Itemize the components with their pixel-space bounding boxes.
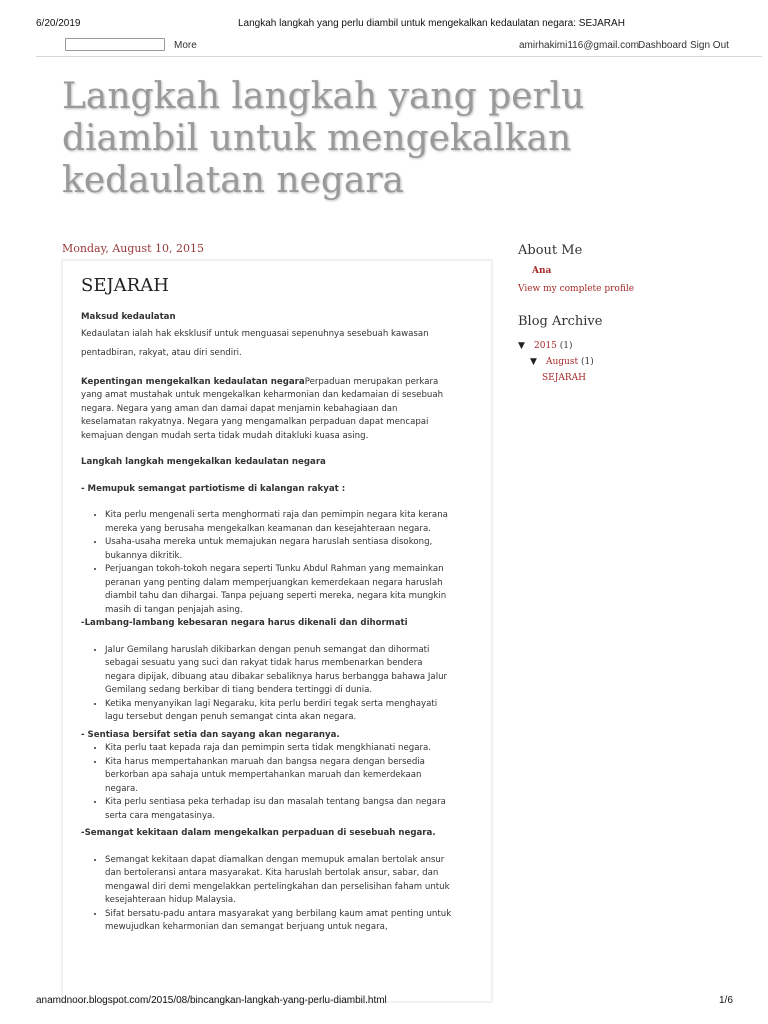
blog-archive-heading: Blog Archive <box>518 314 603 329</box>
archive-month-row <box>518 357 738 373</box>
post-title: SEJARAH <box>81 275 169 296</box>
section3-list <box>81 742 453 823</box>
blog-title[interactable]: Langkah langkah yang perlu diambil untuk mengekalkan kedaulatan negara <box>62 76 585 201</box>
section1-heading: - Memupuk semangat partiotisme di kalangan rakyat : <box>81 483 346 494</box>
author-name-link[interactable]: Ana <box>532 266 552 276</box>
print-page-title: Langkah langkah yang perlu diambil untuk mengekalkan kedaulatan negara: SEJARAH <box>238 18 625 29</box>
archive-month-count: (1) <box>580 357 594 367</box>
print-date: 6/20/2019 <box>36 18 81 29</box>
kepentingan-heading: Kepentingan mengekalkan kedaulatan negara <box>81 376 305 387</box>
section2-heading: -Lambang-lambang kebesaran negara harus dikenali dan dihormati <box>81 618 408 628</box>
maksud-heading: Maksud kedaulatan <box>81 312 176 322</box>
navbar-user-email: amirhakimi116@gmail.com <box>519 40 639 51</box>
print-url: anamdnoor.blogspot.com/2015/08/bincangkan-langkah-yang-perlu-diambil.html <box>36 995 387 1006</box>
langkah-heading: Langkah langkah mengekalkan kedaulatan negara <box>81 457 326 467</box>
maksud-text: Kedaulatan ialah hak eksklusif untuk menguasai sepenuhnya sesebuah kawasan pentadbiran, rakyat, atau diri sendiri. <box>81 328 429 358</box>
post-date: Monday, August 10, 2015 <box>62 242 205 255</box>
list-item: • Kita perlu taat kepada raja dan pemimpin serta tidak mengkhianati negara. <box>105 742 453 756</box>
triangle-down-icon[interactable]: ▼ <box>518 341 525 351</box>
list-item: • Kita perlu mengenali serta menghormati raja dan pemimpin negara kita kerana mereka yang berusaha mengekalkan keamanan dan kesejahteraan negara. <box>105 509 453 536</box>
section2-list <box>81 644 453 725</box>
print-page-number: 1/6 <box>719 995 733 1006</box>
blog-archive <box>518 341 738 389</box>
sidebar <box>518 243 738 389</box>
triangle-down-icon[interactable]: ▼ <box>530 357 537 367</box>
list-item: • Kita perlu sentiasa peka terhadap isu dan masalah tentang bangsa dan negara serta cara mengatasinya. <box>105 796 453 823</box>
navbar-dashboard-link[interactable]: Dashboard <box>638 40 687 51</box>
list-item: • Jalur Gemilang haruslah dikibarkan dengan penuh semangat dan dihormati sebagai sesuatu yang suci dan rakyat tidak harus membenarkan bendera negara dipijak, dibuang atau dibakar sebaliknya harus berbangga bahawa Jalur Gemilang sedang berkibar di tiang bendera tertinggi di dunia. <box>105 644 453 698</box>
kepentingan-text: Perpaduan merupakan perkara yang amat mustahak untuk mengekalkan keharmonian dan kedamaian di sesebuah negara. Negara yang aman dan damai dapat menjamin kebahagiaan dan keselamatan rakyatnya. Negara yang mengamalkan perpaduan dapat mencapai kemajuan dengan mudah serta tidak mudah ditakluki kuasa asing. <box>81 376 444 441</box>
archive-post-link[interactable]: SEJARAH <box>542 373 586 383</box>
list-item: • Perjuangan tokoh-tokoh negara seperti Tunku Abdul Rahman yang memainkan peranan yang penting dalam memperjuangkan kemerdekaan negara haruslah diambil tahu dan dihargai. Tanpa pejuang seperti mereka, negara kita mungkin masih di tangan penjajah asing. <box>105 563 453 617</box>
list-item: • Kita harus mempertahankan maruah dan bangsa negara dengan bersedia berkorban apa sahaja untuk mempertahankan maruah dan kemerdekaan negara. <box>105 756 453 797</box>
section4-heading: -Semangat kekitaan dalam mengekalkan perpaduan di sesebuah negara. <box>81 828 436 838</box>
section1-list <box>81 509 453 617</box>
archive-post-row <box>518 373 738 389</box>
navbar-more-link[interactable]: More <box>174 40 197 51</box>
archive-year-link[interactable]: 2015 <box>534 341 557 351</box>
navbar-search-input[interactable] <box>65 38 165 51</box>
list-item: • Ketika menyanyikan lagi Negaraku, kita perlu berdiri tegak serta menghayati lagu tersebut dengan penuh semangat cinta akan negara. <box>105 698 453 725</box>
navbar-signout-link[interactable]: Sign Out <box>690 40 729 51</box>
kepentingan-paragraph <box>81 376 453 444</box>
section4-list <box>81 854 453 935</box>
list-item: • Sifat bersatu-padu antara masyarakat yang berbilang kaum amat penting untuk mewujudkan keharmonian dan semangat berjuang untuk negara, <box>105 908 453 935</box>
post-card <box>62 260 492 1002</box>
list-item: • Semangat kekitaan dapat diamalkan dengan memupuk amalan bertolak ansur dan bertoleransi antara masyarakat. Kita haruslah bertolak ansur, sabar, dan mengawal diri demi mengelakkan pertelingkahan dan perselisihan faham untuk kesejahteraan hidup Malaysia. <box>105 854 453 908</box>
view-profile-link[interactable]: View my complete profile <box>518 284 635 294</box>
section3-heading: - Sentiasa bersifat setia dan sayang akan negaranya. <box>81 729 340 740</box>
archive-month-link[interactable]: August <box>546 357 579 367</box>
archive-year-row <box>518 341 738 357</box>
list-item: • Usaha-usaha mereka untuk memajukan negara haruslah sentiasa disokong, bukannya dikritik. <box>105 536 453 563</box>
post-body <box>81 311 453 935</box>
blogger-navbar <box>36 34 762 57</box>
archive-year-count: (1) <box>559 341 573 351</box>
about-me-heading: About Me <box>518 243 583 258</box>
